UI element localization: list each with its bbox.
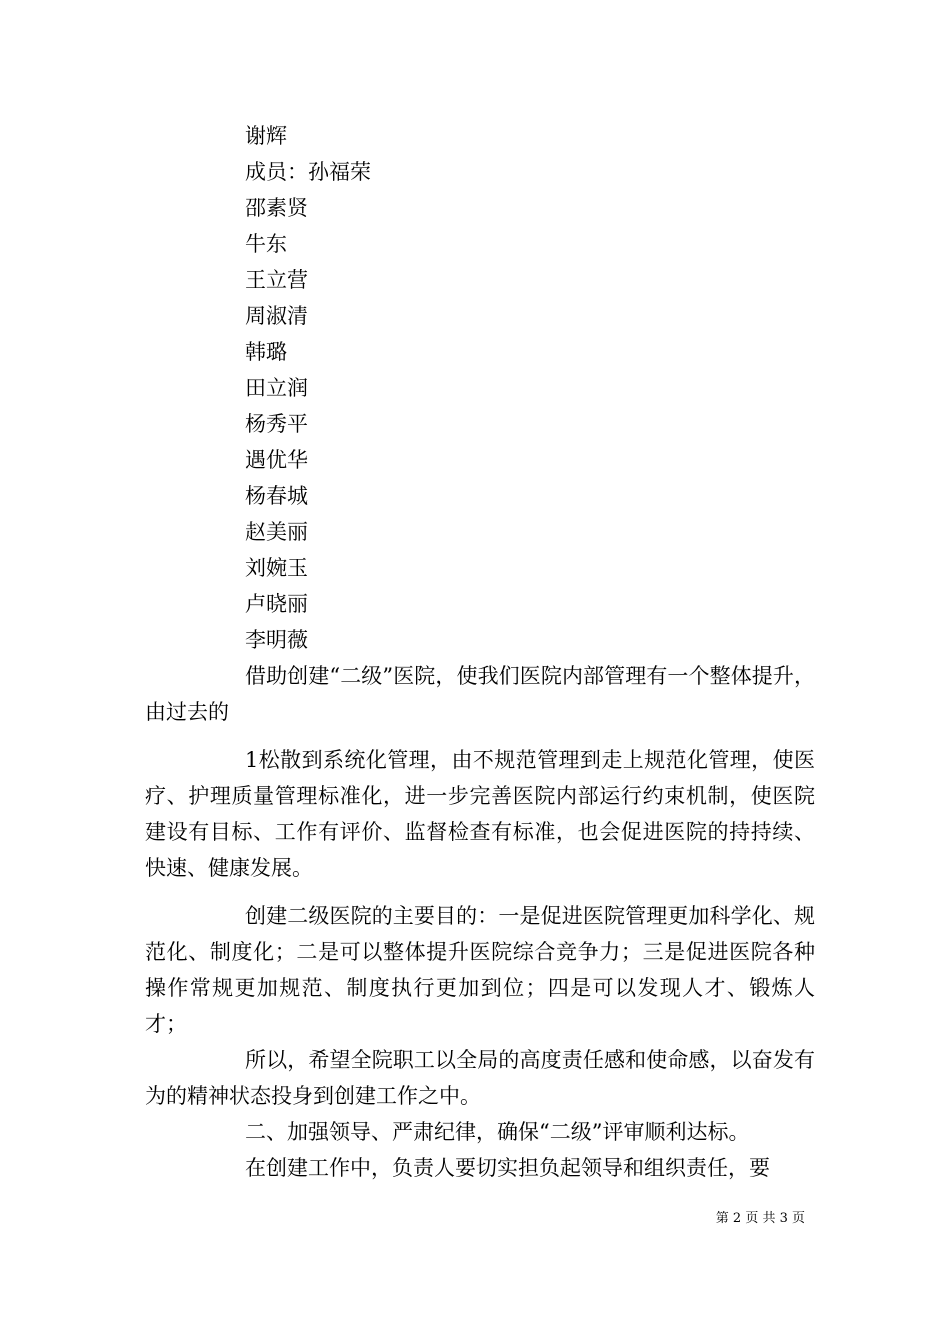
paragraph-call-to-action: 所以，希望全院职工以全局的高度责任感和使命感，以奋发有为的精神状态投身到创建工作之中。 <box>145 1048 815 1108</box>
list-item: 卢晓丽 <box>245 592 308 616</box>
list-item: 谢辉 <box>245 124 287 148</box>
list-item: 邵素贤 <box>245 196 308 220</box>
list-item: 遇优华 <box>245 448 308 472</box>
paragraph-management: 1松散到系统化管理，由不规范管理到走上规范化管理，使医疗、护理质量管理标准化，进一步完善医院内部运行约束机制，使医院建设有目标、工作有评价、监督检查有标准，也会促进医院的持持续、快速、健康发展。 <box>145 748 815 880</box>
page-number: 第 2 页 共 3 页 <box>715 1211 805 1226</box>
list-item: 赵美丽 <box>245 520 308 544</box>
list-item: 刘婉玉 <box>245 556 308 580</box>
body-text <box>145 658 815 1186</box>
list-item: 李明薇 <box>245 628 308 652</box>
list-item: 杨春城 <box>245 484 308 508</box>
list-item: 牛东 <box>245 232 287 256</box>
list-item: 田立润 <box>245 376 308 400</box>
paragraph-responsibility: 在创建工作中，负责人要切实担负起领导和组织责任，要 <box>245 1156 770 1180</box>
list-item: 成员：孙福荣 <box>245 160 371 184</box>
paragraph-goals: 创建二级医院的主要目的：一是促进医院管理更加科学化、规范化、制度化；二是可以整体提升医院综合竞争力；三是促进医院各种操作常规更加规范、制度执行更加到位；四是可以发现人才、锻炼人才； <box>145 904 815 1036</box>
section-heading: 二、加强领导、严肃纪律，确保“二级”评审顺利达标。 <box>245 1120 750 1144</box>
list-item: 韩璐 <box>245 340 287 364</box>
list-item: 王立营 <box>245 268 308 292</box>
list-item: 周淑清 <box>245 304 308 328</box>
member-name-list <box>245 118 371 658</box>
paragraph-intro: 借助创建“二级”医院，使我们医院内部管理有一个整体提升，由过去的 <box>145 664 815 724</box>
list-item: 杨秀平 <box>245 412 308 436</box>
